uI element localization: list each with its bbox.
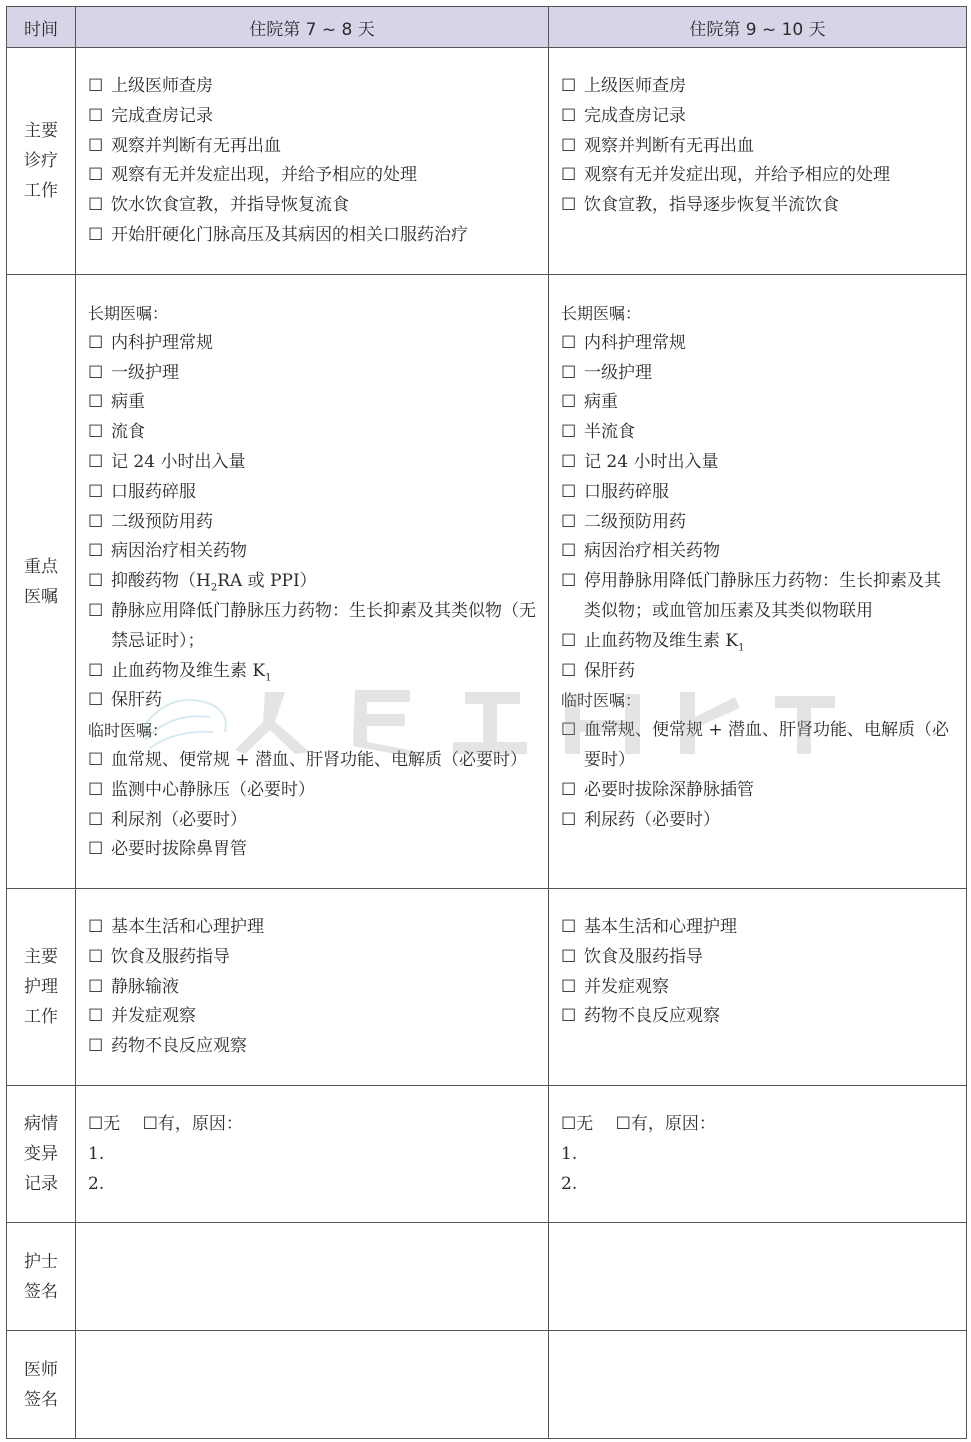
checklist-item: ☐ 血常规、便常规 + 潜血、肝肾功能、电解质（必要时）	[561, 716, 956, 776]
checklist-item: ☐ 观察并判断有无再出血	[88, 132, 538, 162]
checkbox-icon: ☐	[561, 76, 577, 96]
checkbox-icon: ☐	[561, 917, 577, 937]
checkbox-icon: ☐	[561, 1006, 577, 1027]
checkbox-icon: ☐	[88, 392, 104, 413]
diag-col1	[76, 48, 549, 275]
checkbox-icon: ☐	[88, 511, 104, 532]
nurse-signature-col2[interactable]	[549, 1223, 967, 1331]
checkbox-icon: ☐	[88, 809, 104, 830]
checkbox-icon: ☐	[88, 422, 104, 443]
checklist-item: ☐ 口服药碎服	[88, 478, 538, 508]
checkbox-icon: ☐	[561, 392, 577, 413]
checklist-item: ☐ 静脉应用降低门静脉压力药物：生长抑素及其类似物（无禁忌证时）；	[88, 597, 538, 657]
checklist-item: ☐ 观察有无并发症出现，并给予相应的处理	[561, 161, 956, 191]
checkbox-icon: ☐	[88, 749, 104, 770]
nursing-col1	[76, 889, 549, 1086]
checkbox-icon: ☐	[88, 105, 104, 126]
checkbox-icon: ☐	[88, 76, 104, 96]
checkbox-icon: ☐	[561, 165, 577, 186]
checklist-item: ☐ 饮食及服药指导	[88, 943, 538, 973]
checklist-item: ☐ 静脉输液	[88, 973, 538, 1003]
row-label: 护士 签名	[7, 1223, 76, 1331]
checklist-item: ☐ 血常规、便常规 + 潜血、肝肾功能、电解质（必要时）	[88, 746, 538, 776]
row-label: 医师 签名	[7, 1331, 76, 1439]
checklist-item: ☐ 一级护理	[561, 359, 956, 389]
checkbox-icon: ☐	[88, 135, 104, 156]
checkbox-icon: ☐	[88, 779, 104, 800]
variance-line-1: 1.	[561, 1143, 578, 1164]
checklist-item: ☐ 流食	[88, 418, 538, 448]
checkbox-icon: ☐	[561, 541, 577, 562]
checkbox-icon: ☐	[88, 362, 104, 383]
checkbox-icon: ☐	[561, 571, 577, 592]
checkbox-icon: ☐	[561, 481, 577, 502]
header-row	[7, 7, 967, 48]
checklist-item: ☐ 药物不良反应观察	[88, 1032, 538, 1062]
checkbox-icon: ☐	[88, 917, 104, 937]
checklist-item: ☐ 止血药物及维生素 $K_1$	[561, 627, 956, 657]
checklist-item: ☐ 饮食及服药指导	[561, 943, 956, 973]
checkbox-icon: ☐	[88, 451, 104, 472]
header-time: 时间	[7, 7, 76, 48]
checklist-item: ☐ 完成查房记录	[88, 102, 538, 132]
checkbox-icon: ☐	[561, 630, 577, 651]
variance-col1	[76, 1086, 549, 1223]
checklist-item: ☐ 内科护理常规	[88, 329, 538, 359]
checkbox-icon: ☐	[561, 976, 577, 997]
checklist-item: ☐ 药物不良反应观察	[561, 1002, 956, 1032]
checkbox-icon: ☐	[88, 224, 104, 245]
checklist-item: ☐ 病重	[561, 388, 956, 418]
checkbox-icon: ☐	[88, 946, 104, 967]
doctor-signature-col1[interactable]	[76, 1331, 549, 1439]
checkbox-icon: ☐	[88, 690, 104, 711]
checkbox-icon: ☐	[561, 422, 577, 443]
checklist-item: ☐ 记 24 小时出入量	[88, 448, 538, 478]
checklist-item: ☐ 饮食宣教，指导逐步恢复半流饮食	[561, 191, 956, 221]
checkbox-icon: ☐	[88, 195, 104, 216]
row-key-orders	[7, 275, 967, 889]
checkbox-icon: ☐	[561, 809, 577, 830]
checklist-item: ☐ 抑酸药物（$H_2RA$ 或 PPI）	[88, 567, 538, 597]
checklist-item: ☐ 利尿药（必要时）	[561, 806, 956, 836]
checklist-item: ☐ 并发症观察	[88, 1002, 538, 1032]
header-day-9-10: 住院第 9 ~ 10 天	[549, 7, 967, 48]
checkbox-icon: ☐	[88, 976, 104, 997]
clinical-pathway-table	[6, 6, 967, 1439]
checklist-item: ☐ 上级医师查房	[561, 72, 956, 102]
checklist-item: ☐ 监测中心静脉压（必要时）	[88, 776, 538, 806]
variance-options: ☐无 ☐有，原因：	[88, 1114, 243, 1134]
variance-line-2: 2.	[88, 1173, 105, 1194]
checkbox-icon: ☐	[561, 105, 577, 126]
checkbox-icon: ☐	[88, 1036, 104, 1057]
checklist-item: ☐ 上级医师查房	[88, 72, 538, 102]
checklist-item: ☐ 必要时拔除鼻胃管	[88, 835, 538, 865]
checklist-item: ☐ 二级预防用药	[561, 508, 956, 538]
checklist-item: ☐ 病因治疗相关药物	[88, 537, 538, 567]
row-diagnosis-work	[7, 48, 967, 275]
checkbox-icon: ☐	[561, 195, 577, 216]
checkbox-icon: ☐	[88, 660, 104, 681]
checklist-item: ☐ 二级预防用药	[88, 508, 538, 538]
checkbox-icon: ☐	[561, 779, 577, 800]
checklist-item: ☐ 饮水饮食宣教，并指导恢复流食	[88, 191, 538, 221]
checkbox-icon: ☐	[561, 451, 577, 472]
temporary-orders-title: 临时医嘱：	[561, 691, 642, 711]
variance-line-1: 1.	[88, 1143, 105, 1164]
checkbox-icon: ☐	[88, 839, 104, 860]
checklist-item: ☐ 一级护理	[88, 359, 538, 389]
row-label: 病情 变异 记录	[7, 1086, 76, 1223]
row-label: 主要 诊疗 工作	[7, 48, 76, 275]
checklist-item: ☐ 停用静脉用降低门静脉压力药物：生长抑素及其类似物；或血管加压素及其类似物联用	[561, 567, 956, 627]
nursing-col2	[549, 889, 967, 1086]
checkbox-icon: ☐	[561, 135, 577, 156]
checkbox-icon: ☐	[88, 332, 104, 353]
long-term-orders-title: 长期医嘱：	[88, 304, 169, 323]
checklist-item: ☐ 基本生活和心理护理	[88, 913, 538, 943]
row-doctor-signature	[7, 1331, 967, 1439]
checklist-item: ☐ 保肝药	[561, 657, 956, 687]
checklist-item: ☐ 半流食	[561, 418, 956, 448]
nurse-signature-col1[interactable]	[76, 1223, 549, 1331]
checkbox-icon: ☐	[88, 481, 104, 502]
checkbox-icon: ☐	[88, 165, 104, 186]
checklist-item: ☐ 完成查房记录	[561, 102, 956, 132]
checkbox-icon: ☐	[561, 660, 577, 681]
variance-line-2: 2.	[561, 1173, 578, 1194]
checklist-item: ☐ 利尿剂（必要时）	[88, 806, 538, 836]
checkbox-icon: ☐	[561, 332, 577, 353]
checkbox-icon: ☐	[561, 720, 577, 741]
variance-col2	[549, 1086, 967, 1223]
checklist-item: ☐ 开始肝硬化门脉高压及其病因的相关口服药治疗	[88, 221, 538, 251]
checkbox-icon: ☐	[561, 362, 577, 383]
variance-options: ☐无 ☐有，原因：	[561, 1114, 716, 1134]
checklist-item: ☐ 观察并判断有无再出血	[561, 132, 956, 162]
checkbox-icon: ☐	[88, 541, 104, 562]
checklist-item: ☐ 并发症观察	[561, 973, 956, 1003]
row-label: 重点 医嘱	[7, 275, 76, 889]
checkbox-icon: ☐	[88, 600, 104, 621]
checklist-item: ☐ 保肝药	[88, 686, 538, 716]
header-day-7-8: 住院第 7 ~ 8 天	[76, 7, 549, 48]
row-nurse-signature	[7, 1223, 967, 1331]
temporary-orders-title: 临时医嘱：	[88, 721, 169, 741]
checklist-item: ☐ 病因治疗相关药物	[561, 537, 956, 567]
checkbox-icon: ☐	[88, 1006, 104, 1027]
checklist-item: ☐ 止血药物及维生素 $K_1$	[88, 657, 538, 687]
checklist-item: ☐ 病重	[88, 388, 538, 418]
checklist-item: ☐ 口服药碎服	[561, 478, 956, 508]
checkbox-icon: ☐	[88, 571, 104, 592]
doctor-signature-col2[interactable]	[549, 1331, 967, 1439]
orders-col2	[549, 275, 967, 889]
diag-col2	[549, 48, 967, 275]
row-nursing-work	[7, 889, 967, 1086]
checkbox-icon: ☐	[561, 946, 577, 967]
checklist-item: ☐ 基本生活和心理护理	[561, 913, 956, 943]
checklist-item: ☐ 必要时拔除深静脉插管	[561, 776, 956, 806]
checklist-item: ☐ 观察有无并发症出现，并给予相应的处理	[88, 161, 538, 191]
row-variance-record	[7, 1086, 967, 1223]
checkbox-icon: ☐	[561, 511, 577, 532]
long-term-orders-title: 长期医嘱：	[561, 304, 642, 323]
checklist-item: ☐ 内科护理常规	[561, 329, 956, 359]
checklist-item: ☐ 记 24 小时出入量	[561, 448, 956, 478]
row-label: 主要 护理 工作	[7, 889, 76, 1086]
orders-col1	[76, 275, 549, 889]
